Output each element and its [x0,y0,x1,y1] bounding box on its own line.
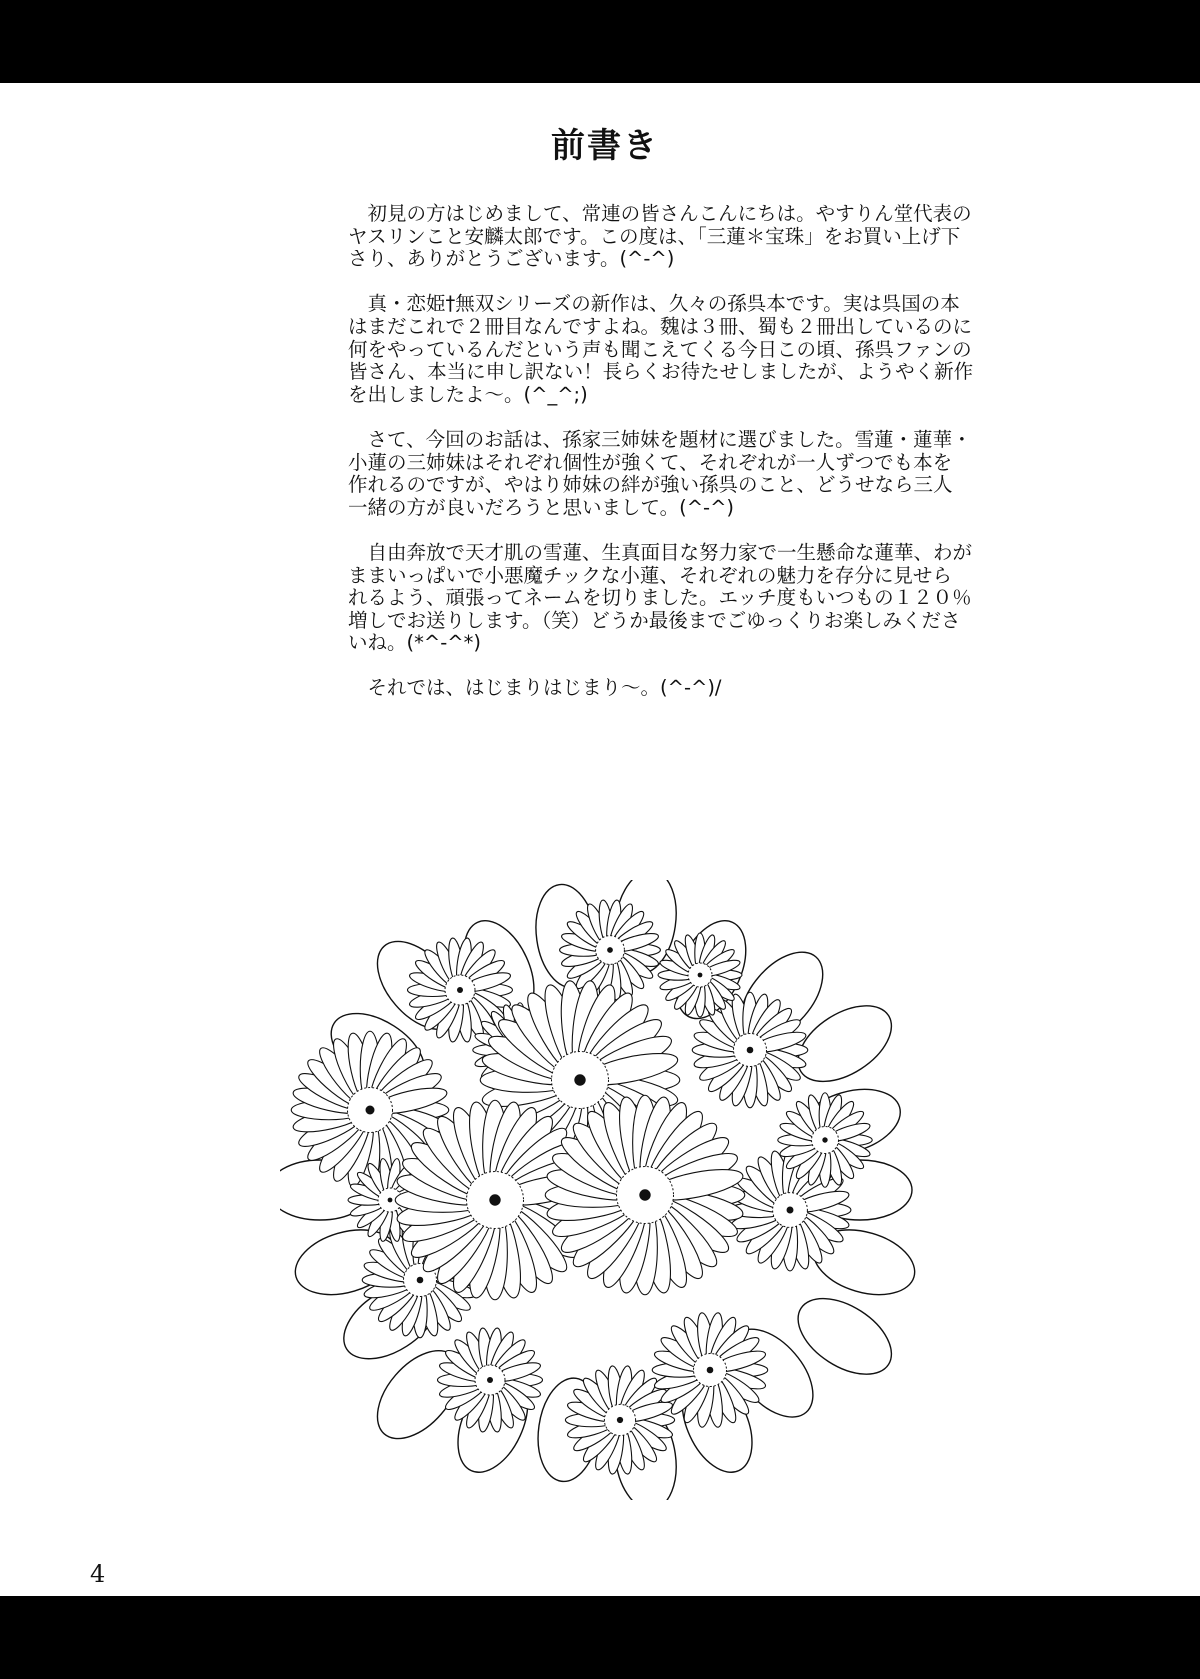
paragraph [348,677,948,700]
text-line: ヤスリンこと安麟太郎です。この度は、「三蓮＊宝珠」をお買い上げ下 [348,224,961,248]
flower-core [489,1194,500,1205]
page-number: 4 [90,1560,106,1588]
paragraph [348,202,972,271]
text-line: 作れるのですが、やはり姉妹の絆が強い孫呉のこと、どうせなら三人 [348,473,953,497]
paragraph [348,540,973,655]
flower-core [707,1367,714,1374]
text-line: はまだこれで２冊目なんですよね。魏は３冊、蜀も２冊出しているのに [348,314,973,338]
flower-core [487,1377,493,1383]
text-line: 小蓮の三姉妹はそれぞれ個性が強くて、それぞれが一人ずつでも本を [348,450,953,474]
flower-core [639,1189,650,1200]
flower-core [574,1074,585,1085]
text-line: 初見の方はじめまして、常連の皆さんこんにちは。やすりん堂代表の [348,202,972,225]
flower-core [417,1277,424,1284]
text-line: 真・恋姫†無双シリーズの新作は、久々の孫呉本です。実は呉国の本 [348,292,960,316]
text-line: ままいっぱいで小悪魔チックな小蓮、それぞれの魅力を存分に見せら [348,563,952,587]
text-line: それでは、はじまりはじまり～。(^-^)/ [348,676,722,700]
flower-core [457,987,463,993]
text-line: いね。(*^-^*) [348,631,481,655]
text-line: 自由奔放で天才肌の雪蓮、生真面目な努力家で一生懸命な蓮華、わが [348,540,973,564]
paragraph [348,292,974,406]
text-line: さて、今回のお話は、孫家三姉妹を題材に選びました。雪蓮・蓮華・ [348,427,972,451]
text-line: 何をやっているんだという声も聞こえてくる今日この頃、孫呉ファンの [348,337,972,361]
flower-core [366,1106,375,1115]
top-black-bar [0,0,1200,83]
flower-core [617,1417,623,1423]
preface-body [348,202,974,723]
flower-core [607,947,613,953]
text-line: さり、ありがとうございます。(^-^) [348,247,675,271]
page-title: 前書き [551,126,659,166]
text-line: を出しましたよ～。(^_^;) [348,382,588,406]
flower-core [747,1047,754,1054]
flower-core [822,1137,827,1142]
text-line: 皆さん、本当に申し訳ない！長らくお待たせしましたが、ようやく新作 [348,360,974,384]
paragraph [348,427,972,519]
text-line: 一緒の方が良いだろうと思いまして。(^-^) [348,495,735,519]
text-line: 増しでお送りします。（笑）どうか最後までごゆっくりお楽しみくださ [348,608,961,632]
flower-core [388,1198,393,1203]
text-line: れるよう、頑張ってネームを切りました。エッチ度もいつもの１２０％ [348,586,972,610]
flower-bouquet-illustration [280,880,930,1500]
flower-core [787,1207,794,1214]
bottom-black-bar [0,1596,1200,1679]
flower-core [698,973,703,978]
